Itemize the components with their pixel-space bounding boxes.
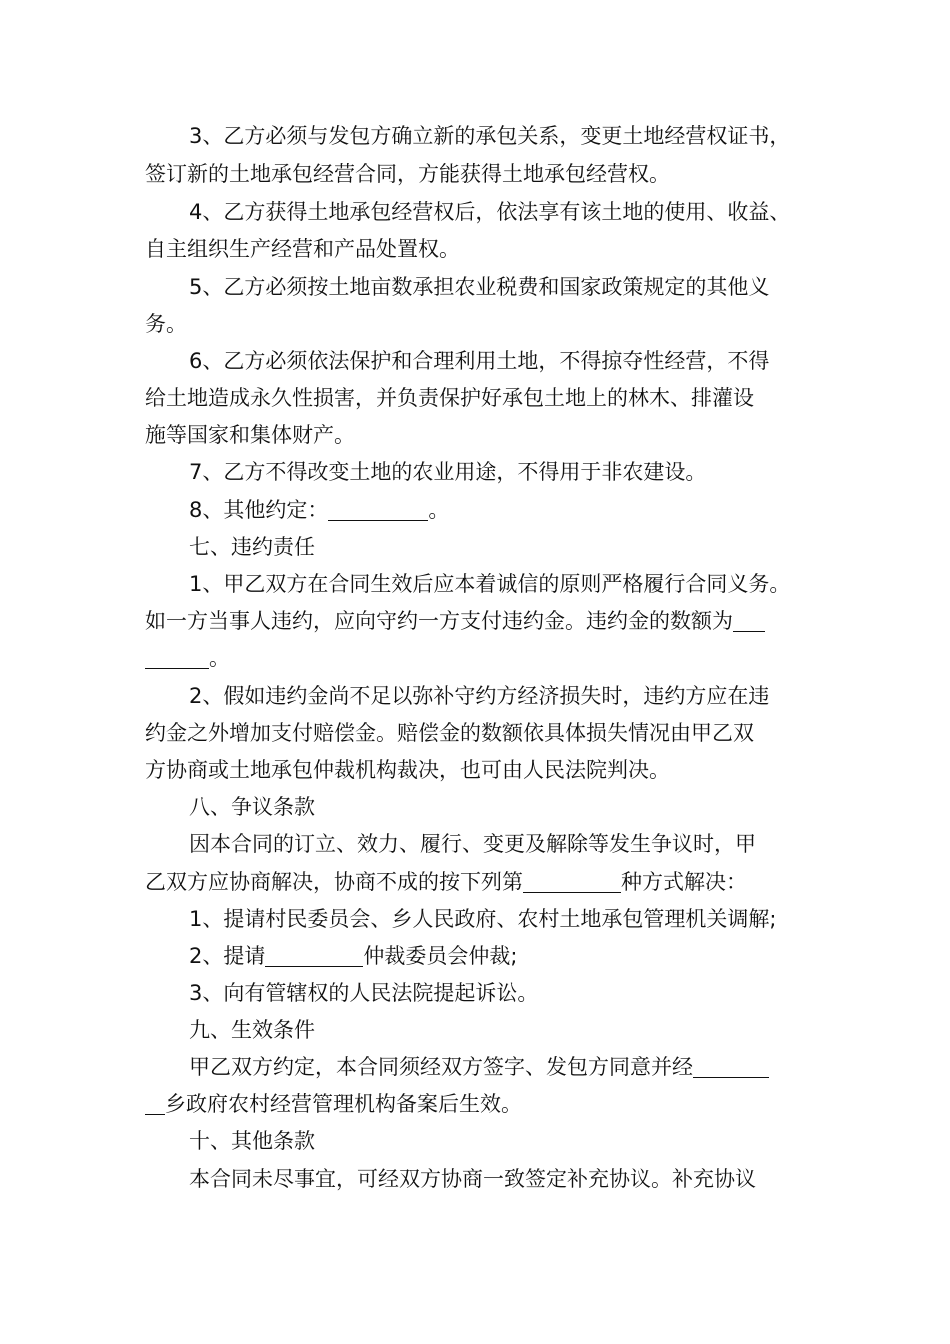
text-line <box>0 1010 950 1050</box>
paragraph-text: 2、假如违约金尚不足以弥补守约方经济损失时，违约方应在违 <box>189 684 770 708</box>
paragraph-text: 4、乙方获得土地承包经营权后，依法享有该土地的使用、收益、 <box>189 200 791 224</box>
text-line <box>0 713 950 753</box>
dispute-option-label: 乙双方应协商解决，协商不成的按下列第 <box>145 870 523 894</box>
text-line <box>0 304 950 344</box>
text-line <box>0 1084 950 1124</box>
paragraph-text: 1、提请村民委员会、乡人民政府、农村土地承包管理机关调解; <box>189 907 777 931</box>
text-line <box>0 1121 950 1161</box>
section-heading: 七、违约责任 <box>189 535 315 559</box>
text-line <box>0 564 950 604</box>
dispute-option-suffix: 种方式解决： <box>621 870 747 894</box>
text-line <box>0 229 950 269</box>
text-line <box>0 638 950 678</box>
arbitration-label: 2、提请 <box>189 944 266 968</box>
text-line <box>0 527 950 567</box>
paragraph-text: 签订新的土地承包经营合同，方能获得土地承包经营权。 <box>145 162 670 186</box>
text-line <box>0 267 950 307</box>
section-heading: 九、生效条件 <box>189 1018 315 1042</box>
text-line <box>0 378 950 418</box>
paragraph-text: 因本合同的订立、效力、履行、变更及解除等发生争议时，甲 <box>189 832 756 856</box>
text-line <box>0 490 950 530</box>
text-line <box>0 341 950 381</box>
paragraph-text <box>145 638 230 678</box>
section-heading: 十、其他条款 <box>189 1129 315 1153</box>
paragraph-text: 5、乙方必须按土地亩数承担农业税费和国家政策规定的其他义 <box>189 275 770 299</box>
paragraph-text: 给土地造成永久性损害，并负责保护好承包土地上的林木、排灌设 <box>145 386 754 410</box>
arbitration-suffix: 仲裁委员会仲裁; <box>363 944 518 968</box>
fill-in-blank[interactable] <box>145 646 209 669</box>
text-line <box>0 787 950 827</box>
fill-in-blank[interactable] <box>328 498 428 521</box>
fill-in-blank[interactable] <box>733 609 765 632</box>
paragraph-text: 本合同未尽事宜，可经双方协商一致签定补充协议。补充协议 <box>189 1167 756 1191</box>
text-line <box>0 824 950 864</box>
sentence-end: 。 <box>428 498 450 522</box>
paragraph-text <box>189 936 517 976</box>
paragraph-text: 务。 <box>145 312 187 336</box>
text-line <box>0 154 950 194</box>
effective-condition-label: 甲乙双方约定，本合同须经双方签字、发包方同意并经 <box>189 1055 693 1079</box>
text-line <box>0 452 950 492</box>
paragraph-text: 自主组织生产经营和产品处置权。 <box>145 237 460 261</box>
penalty-amount-label: 如一方当事人违约，应向守约一方支付违约金。违约金的数额为 <box>145 609 733 633</box>
fill-in-blank[interactable] <box>693 1055 769 1078</box>
section-heading: 八、争议条款 <box>189 795 315 819</box>
text-line <box>0 1159 950 1199</box>
paragraph-text <box>145 1084 522 1124</box>
text-line <box>0 116 950 156</box>
paragraph-text <box>145 862 747 902</box>
paragraph-text: 6、乙方必须依法保护和合理利用土地，不得掠夺性经营，不得 <box>189 349 770 373</box>
paragraph-text: 约金之外增加支付赔偿金。赔偿金的数额依具体损失情况由甲乙双 <box>145 721 754 745</box>
paragraph-text <box>189 1047 769 1087</box>
text-line <box>0 415 950 455</box>
fill-in-blank[interactable] <box>265 944 363 967</box>
text-line <box>0 601 950 641</box>
paragraph-text <box>145 601 765 641</box>
text-line <box>0 192 950 232</box>
text-line <box>0 862 950 902</box>
fill-in-blank[interactable] <box>523 870 621 893</box>
text-line <box>0 936 950 976</box>
effective-condition-suffix: 乡政府农村经营管理机构备案后生效。 <box>165 1092 522 1116</box>
paragraph-text: 施等国家和集体财产。 <box>145 423 355 447</box>
fill-in-blank[interactable] <box>145 1092 165 1115</box>
paragraph-text: 方协商或土地承包仲裁机构裁决，也可由人民法院判决。 <box>145 758 670 782</box>
paragraph-text: 3、乙方必须与发包方确立新的承包关系，变更土地经营权证书， <box>189 124 791 148</box>
text-line <box>0 899 950 939</box>
paragraph-text <box>189 490 449 530</box>
paragraph-text: 1、甲乙双方在合同生效后应本着诚信的原则严格履行合同义务。 <box>189 572 791 596</box>
paragraph-text: 7、乙方不得改变土地的农业用途，不得用于非农建设。 <box>189 460 707 484</box>
text-line <box>0 1047 950 1087</box>
text-line <box>0 676 950 716</box>
text-line <box>0 750 950 790</box>
sentence-end: 。 <box>209 646 230 670</box>
paragraph-text: 3、向有管辖权的人民法院提起诉讼。 <box>189 981 539 1005</box>
text-line <box>0 973 950 1013</box>
other-terms-label: 8、其他约定： <box>189 498 329 522</box>
